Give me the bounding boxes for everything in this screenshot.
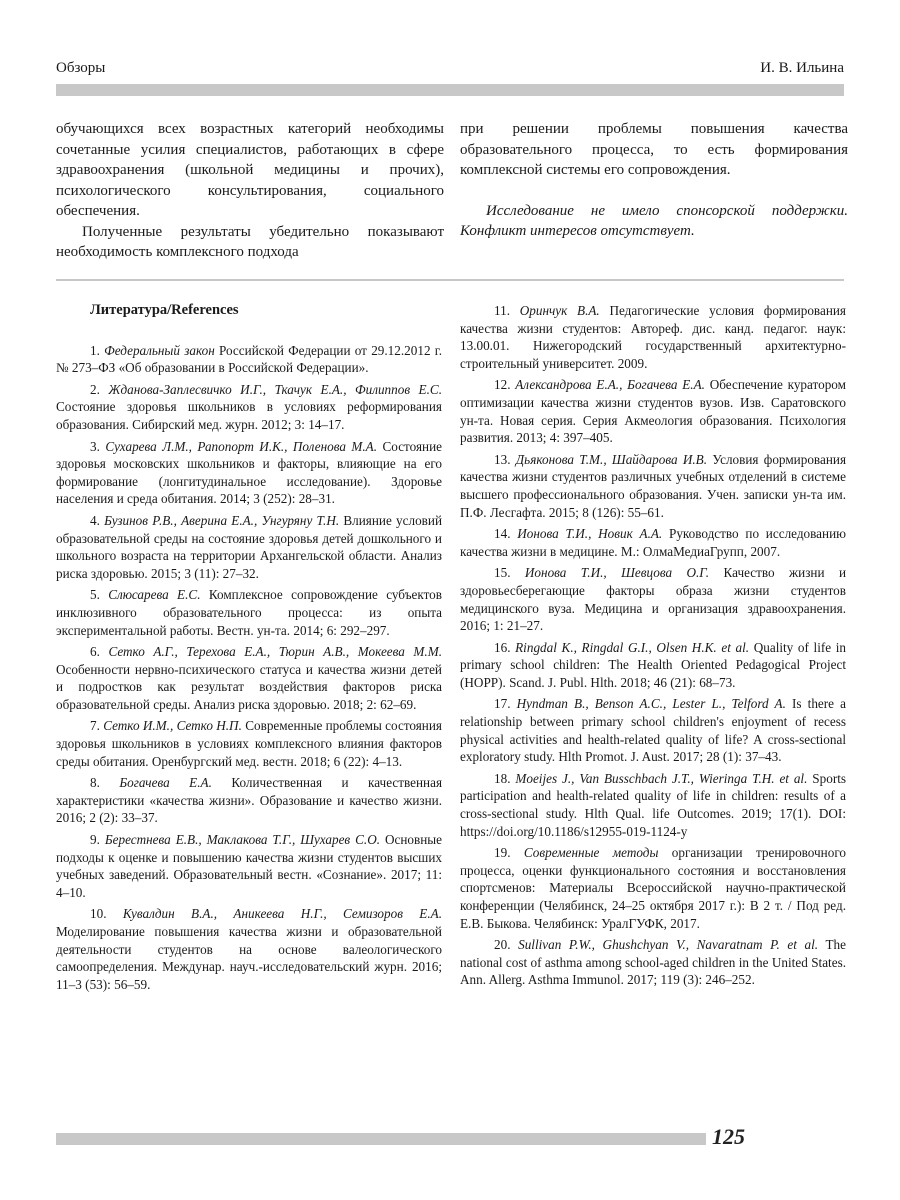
reference-text: Основные подходы к оценке и повышению качества жизни студентов высших учебных заведений. Образовательный вестн. «Сознание». 2017; 11: 4–10. xyxy=(56,832,443,900)
reference-item xyxy=(460,639,846,692)
reference-authors: Дьяконова Т.М., Шайдарова И.В. xyxy=(515,451,708,467)
reference-authors: Богачева Е.А. xyxy=(119,775,212,791)
reference-text: Особенности нервно-психического статуса и качества жизни детей и подростков как результат воздействия факторов риска образовательной среды. Анализ риска здоровью. 2018; 2: 62–69. xyxy=(56,661,442,712)
reference-text: Моделирование повышения качества жизни и образовательной деятельности студентов на основе валеологического самоопределения. Междунар. науч.-исследовательский журн. 2016; 11–3 (53): 56–59. xyxy=(56,924,442,992)
reference-item xyxy=(460,302,846,372)
reference-authors: Федеральный закон xyxy=(104,342,215,358)
references-column-left xyxy=(56,302,442,997)
reference-text: Quality of life in primary school children: The Health Oriented Pedagogical Project (HOPP). Scand. J. Publ. Hlth. 2018; 46 (21): 68–73. xyxy=(460,639,847,690)
reference-number: 19. xyxy=(494,845,511,861)
reference-item xyxy=(56,643,442,713)
reference-number: 11. xyxy=(494,303,510,318)
reference-authors: Moeijes J., Van Busschbach J.T., Wieringa T.H. et al. xyxy=(515,770,808,786)
reference-item xyxy=(56,381,442,434)
reference-text: Количественная и качественная характеристики «качества жизни». Образование и качество жизни. 2016; 2 (2): 33–37. xyxy=(56,775,443,826)
reference-authors: Ringdal K., Ringdal G.I., Olsen H.K. et al. xyxy=(515,639,750,655)
header-bar xyxy=(56,84,844,96)
reference-number: 17. xyxy=(494,696,511,712)
reference-item xyxy=(56,905,442,993)
reference-text: Руководство по исследованию качества жизни в медицине. М.: ОлмаМедиаГрупп, 2007. xyxy=(460,526,847,559)
reference-text: организации тренировочного процесса, оценки функционального состояния и восстановления спортсменов: Материалы Всероссийской научно-практической конференции (Челябинск, 24–25 октября 2017 г.): В 2 т. / Под ред. Е.В. Быкова. Челябинск: УралГУФК, 2017. xyxy=(460,845,847,931)
reference-number: 10. xyxy=(90,906,107,922)
body-column-left xyxy=(56,119,444,263)
section-divider xyxy=(56,279,844,281)
reference-text: The national cost of asthma among school-aged children in the United States. Ann. Allerg. Asthma Immunol. 2017; 119 (3): 246–252. xyxy=(460,937,846,988)
reference-number: 3. xyxy=(90,438,100,454)
reference-text: Педагогические условия формирования качества жизни студентов: Автореф. дис. канд. педагог. наук: 13.00.01. Нижегородский государственный архитектурно-строительный университет. 2009. xyxy=(460,303,846,371)
reference-number: 9. xyxy=(90,832,100,848)
reference-authors: Сетко И.М., Сетко Н.П. xyxy=(103,718,242,734)
reference-text: Качество жизни и здоровьесберегающие факторы образа жизни студентов медицинского вуза. Медицина и организация здравоохранения. 2016; 1: 21–27. xyxy=(460,565,847,634)
reference-authors: Слюсарева Е.С. xyxy=(108,587,201,603)
reference-number: 18. xyxy=(494,770,511,786)
reference-number: 8. xyxy=(90,775,100,791)
reference-authors: Бузинов Р.В., Аверина Е.А., Унгуряну Т.Н. xyxy=(104,512,340,528)
reference-item xyxy=(460,936,846,989)
reference-text: Влияние условий образовательной среды на состояние здоровья детей дошкольного и школьного возраста на территории Архангельской области. Анализ риска здоровью. 2015; 3 (11): 27–32. xyxy=(56,512,443,581)
reference-text: Условия формирования качества жизни студентов различных учебных отделений в системе высшего профессионального образования. Учен. записки ун-та им. П.Ф. Лесгафта. 2015; 8 (126): 55–61. xyxy=(460,451,847,520)
body-column-right xyxy=(460,119,848,242)
reference-authors: Сухарева Л.М., Рапопорт И.К., Поленова М.А. xyxy=(105,438,378,454)
reference-number: 7. xyxy=(90,718,100,734)
reference-number: 20. xyxy=(494,937,511,953)
references-title: Литература/References xyxy=(90,302,239,318)
reference-number: 12. xyxy=(494,377,511,393)
reference-number: 5. xyxy=(90,587,100,603)
section-title: Обзоры xyxy=(56,60,106,76)
reference-number: 13. xyxy=(494,451,511,467)
body-paragraph: при решении проблемы повышения качества образовательного процесса, то есть формирования комплексной системы его сопровождения. xyxy=(460,121,848,178)
reference-item xyxy=(56,831,442,901)
reference-number: 2. xyxy=(90,381,100,397)
reference-item xyxy=(56,512,442,582)
reference-item xyxy=(460,564,846,634)
reference-authors: Ионова Т.И., Новик А.А. xyxy=(517,526,663,542)
reference-text: Современные проблемы состояния здоровья школьников в условиях комплексного влияния факторов среды обитания. Оренбургский мед. вестн. 2018; 6 (22): 4–13. xyxy=(56,718,442,769)
reference-authors: Александрова Е.А., Богачева Е.А. xyxy=(515,377,705,393)
reference-number: 1. xyxy=(90,342,100,358)
reference-text: Is there a relationship between primary school children's enjoyment of recess physical activities and health-related quality of life? A cross-sectional exploratory study. Hlth Promot. J. Aust. 2017; 28 (1): 37–43. xyxy=(460,696,846,765)
reference-text: Состояние здоровья школьников в условиях реформирования образования. Сибирский мед. журн. 2012; 3: 14–17. xyxy=(56,399,442,432)
body-paragraph: Полученные результаты убедительно показывают необходимость комплексного подхода xyxy=(56,223,444,260)
references-column-right xyxy=(460,302,846,993)
reference-item xyxy=(460,376,846,446)
reference-authors: Кувалдин В.А., Аникеева Н.Г., Семизоров Е.А. xyxy=(122,906,443,922)
reference-authors: Sullivan P.W., Ghushchyan V., Navaratnam P. et al. xyxy=(518,937,819,953)
body-paragraph: обучающихся всех возрастных категорий необходимы сочетанные усилия специалистов, работающих в сфере здравоохранения (школьной медицины и прочих), психологического консультирования, социального обеспечения. xyxy=(56,121,444,219)
reference-item xyxy=(56,438,442,508)
reference-item xyxy=(460,525,846,560)
reference-authors: Берестнева Е.В., Маклакова Т.Г., Шухарев С.О. xyxy=(104,832,381,848)
reference-authors: Сетко А.Г., Терехова Е.А., Тюрин А.В., Мокеева М.М. xyxy=(108,644,442,660)
reference-authors: Жданова-Заплесвичко И.Г., Ткачук Е.А., Филиппов Е.С. xyxy=(108,381,442,397)
reference-item xyxy=(460,451,846,521)
reference-number: 14. xyxy=(494,526,511,542)
reference-number: 16. xyxy=(494,639,511,655)
reference-item xyxy=(56,342,442,377)
reference-item xyxy=(460,844,846,932)
reference-item xyxy=(56,717,442,770)
page-number: 125 xyxy=(712,1124,745,1149)
reference-authors: Hyndman B., Benson A.C., Lester L., Telford A. xyxy=(516,696,786,712)
reference-authors: Ионова Т.И., Шевцова О.Г. xyxy=(524,565,710,581)
reference-number: 6. xyxy=(90,644,100,660)
reference-authors: Современные методы xyxy=(523,845,659,861)
reference-authors: Оринчук В.А. xyxy=(519,303,600,318)
reference-text: Обеспечение куратором оптимизации качества жизни студентов вузов. Изв. Саратовского ун-та. Новая серия. Серия Акмеология образования. Психология развития. 2013; 4: 397–405. xyxy=(460,377,846,446)
funding-statement: Исследование не имело спонсорской поддержки. Конфликт интересов отсутствует. xyxy=(460,202,848,239)
reference-item xyxy=(460,770,846,840)
reference-text: Sports participation and health-related quality of life in children: results of a cross-sectional study. Hlth Qual. life Outcomes. 2019; 17(1). DOI: https://doi.org/10.1186/s12955-019-1124-y xyxy=(460,770,847,839)
reference-text: Состояние здоровья московских школьников и факторы, влияющие на его формирование (лонгитудинальное исследование). Здоровье населения и среда обитания. 2014; 3 (252): 28–31. xyxy=(56,438,443,507)
reference-number: 4. xyxy=(90,512,100,528)
author-name: И. В. Ильина xyxy=(760,60,844,76)
running-header xyxy=(56,60,844,80)
reference-text: Комплексное сопровождение субъектов инклюзивного образовательного процесса: из опыта экспериментальной работы. Вестн. ун-та. 2014; 6: 292–297. xyxy=(56,587,443,638)
footer-bar xyxy=(56,1133,706,1145)
reference-item xyxy=(56,774,442,827)
reference-text: Российской Федерации от 29.12.2012 г. № 273–ФЗ «Об образовании в Российской Федерации». xyxy=(56,342,442,376)
reference-item xyxy=(56,586,442,639)
reference-number: 15. xyxy=(494,565,511,581)
reference-item xyxy=(460,695,846,765)
